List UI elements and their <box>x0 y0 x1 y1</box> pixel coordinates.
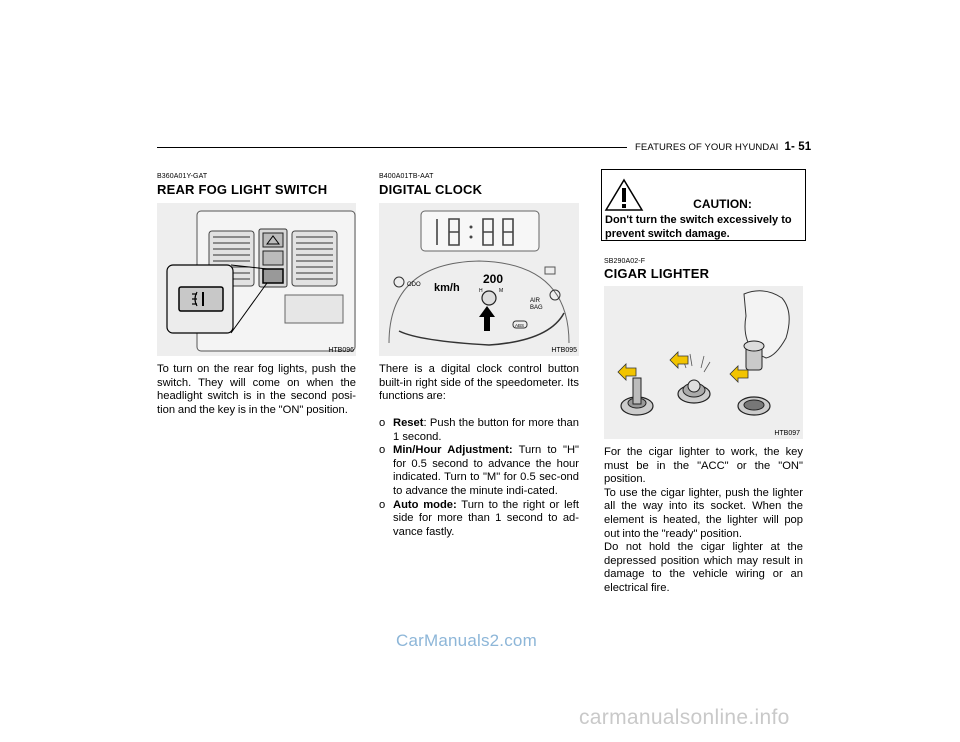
digital-clock-function-list <box>379 417 579 539</box>
list-item-label: Auto mode: <box>393 498 457 511</box>
page-number: 1- 51 <box>784 141 812 153</box>
digital-clock-intro: There is a digital clock control button built-in right side of the speedometer. Its functions are: <box>379 363 579 403</box>
section-title-digital-clock: DIGITAL CLOCK <box>379 182 483 197</box>
list-bullet: o <box>379 444 386 457</box>
speedometer-illustration <box>379 203 579 356</box>
rear-fog-body-text: To turn on the rear fog lights, push the switch. They will come on when the headlight switch is in the second posi-tion and the key is in the "ON" position. <box>157 363 356 416</box>
lighter-socket-1 <box>621 378 653 415</box>
section-title: FEATURES OF YOUR HYUNDAI <box>635 142 779 153</box>
figure-digital-clock <box>379 203 579 356</box>
air-label: AIR <box>530 298 541 304</box>
watermark-carmanuals2: CarManuals2.com <box>396 631 537 650</box>
bag-label: BAG <box>530 305 543 311</box>
watermark-carmanualsonline: carmanualsonline.info <box>579 706 790 729</box>
list-item-text: Turn to the right or left side for more than 1 second to ad-vance fastly. <box>393 498 579 538</box>
cigar-lighter-body-text: For the cigar lighter to work, the key must be in the "ACC" or the "ON" position. To use the cigar lighter, push the lighter all the way into its socket. When the element is heated, the lighter will pop out into the "ready" position. Do not hold the cigar lighter at the depressed position which may result in damage to the vehicle wiring or an electrical fire. <box>604 446 803 594</box>
warning-triangle-icon <box>604 178 644 212</box>
abs-label: ABS <box>515 323 525 328</box>
list-item-label: Min/Hour Adjustment: <box>393 444 513 457</box>
list-item-reset <box>379 417 579 444</box>
lighter-socket-3 <box>738 397 770 415</box>
figure-rear-fog-switch <box>157 203 356 356</box>
h-label: H <box>479 288 483 294</box>
caution-text: Don't turn the switch excessively to prevent switch damage. <box>605 214 792 240</box>
m-label: M <box>499 288 504 294</box>
section-code-cigar-lighter: SB290A02-F <box>604 258 646 265</box>
page-header <box>635 141 811 153</box>
figure-label-htb095: HTB095 <box>551 347 577 354</box>
section-code-rear-fog: B360A01Y-GAT <box>157 173 208 180</box>
list-item-text: Turn to "H" for 0.5 second to advance the hour indicated. Turn to "M" for 0.5 sec-ond to advance the minute indi-cated. <box>393 444 580 497</box>
section-code-digital-clock: B400A01TB-AAT <box>379 173 434 180</box>
section-title-cigar-lighter: CIGAR LIGHTER <box>604 266 710 281</box>
figure-cigar-lighter <box>604 286 803 439</box>
kmh-label: km/h <box>434 282 460 294</box>
list-item-auto-mode <box>379 499 579 540</box>
section-title-rear-fog: REAR FOG LIGHT SWITCH <box>157 182 328 197</box>
list-item-text: : Push the button for more than 1 second. <box>393 417 579 443</box>
caution-title: CAUTION: <box>693 197 752 211</box>
figure-label-htb097: HTB097 <box>774 430 800 437</box>
rear-fog-switch-illustration <box>157 203 356 356</box>
list-bullet: o <box>379 417 386 429</box>
cigar-lighter-illustration <box>604 286 803 439</box>
figure-label-htb096: HTB096 <box>328 347 354 354</box>
header-rule <box>157 147 627 148</box>
odo-label: ODO <box>407 282 421 288</box>
list-bullet: o <box>379 498 386 511</box>
list-item-label: Reset <box>393 417 424 429</box>
speed-200-label: 200 <box>483 272 504 286</box>
lighter-socket-2 <box>678 380 710 403</box>
list-item-min-hour <box>379 444 579 498</box>
